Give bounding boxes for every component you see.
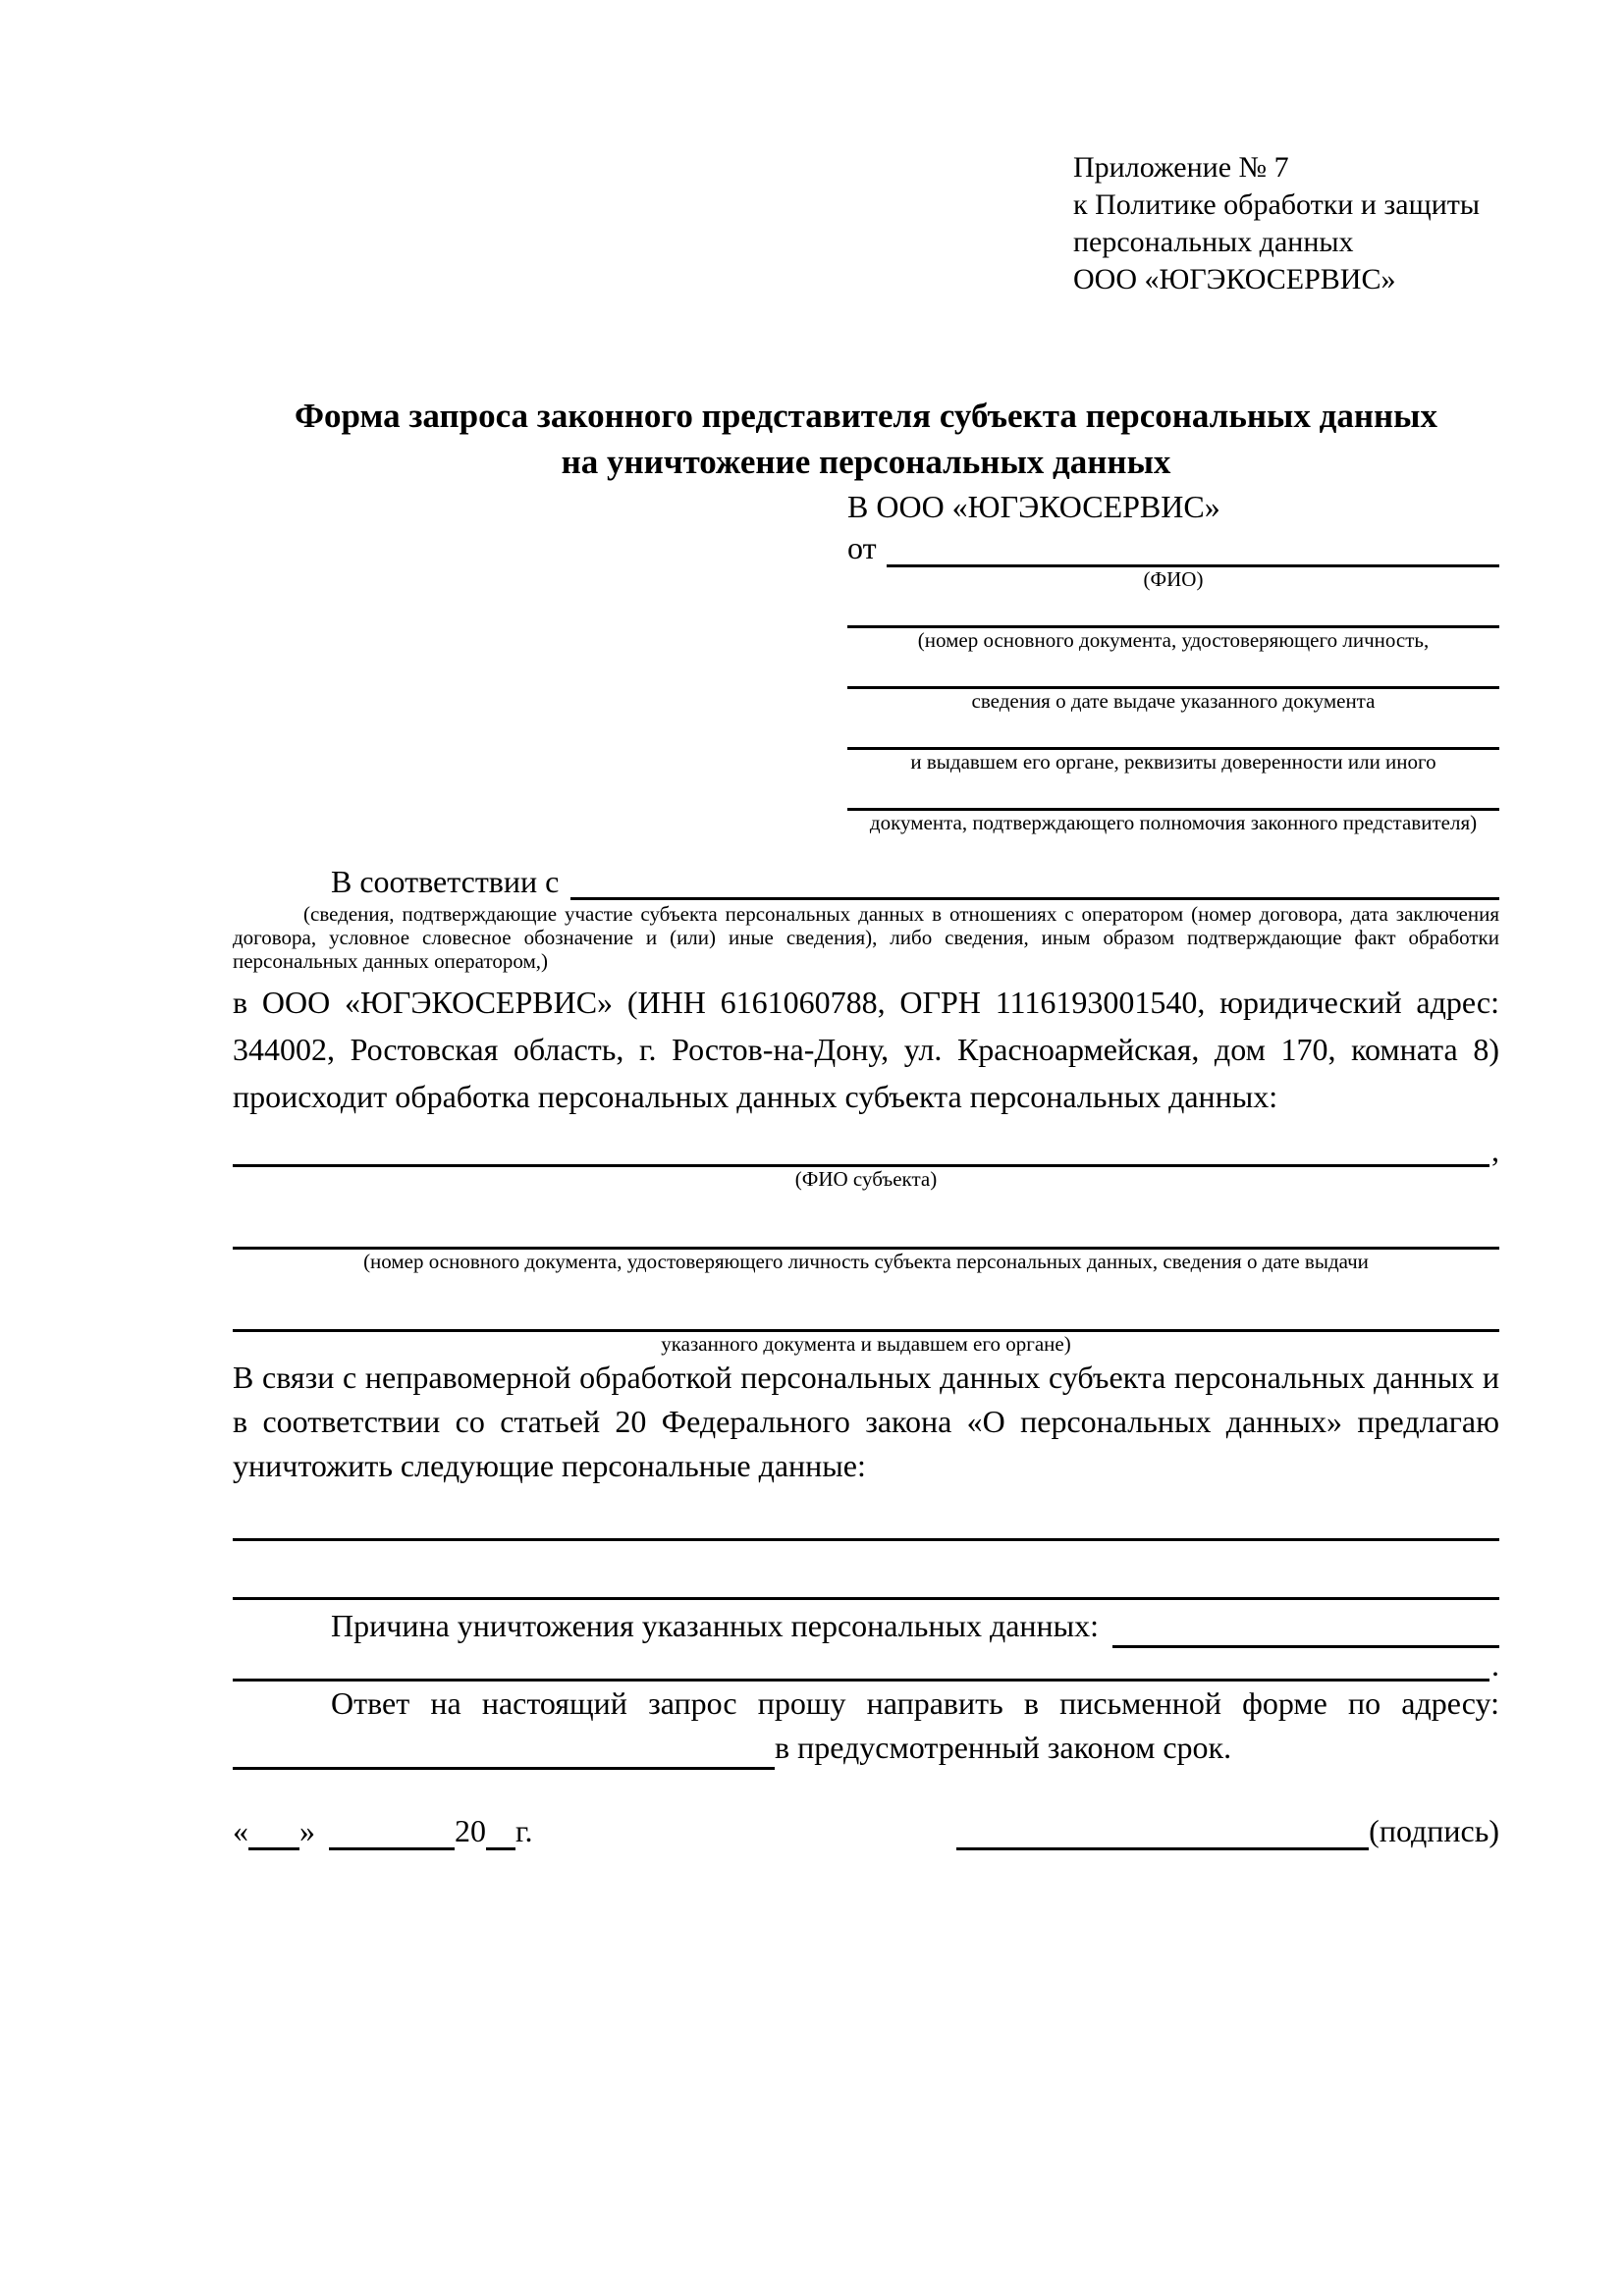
personal-data-field-1[interactable]: [233, 1508, 1499, 1541]
date-quote-open: «: [233, 1813, 248, 1848]
accordance-row: [233, 864, 1499, 900]
address-field[interactable]: [233, 1736, 775, 1770]
accordance-field[interactable]: [570, 867, 1499, 900]
signature-caption: (подпись): [1369, 1813, 1499, 1848]
title-line-2: на уничтожение персональных данных: [561, 443, 1171, 481]
footer-row: [233, 1811, 1499, 1850]
year-prefix: 20: [455, 1813, 486, 1848]
reason-row: [233, 1604, 1499, 1648]
representative-doc-field-4[interactable]: [847, 781, 1499, 811]
annex-header: [1073, 149, 1499, 298]
representative-fio-caption: (ФИО): [1143, 567, 1204, 591]
addressee-to: В ООО «ЮГЭКОСЕРВИС»: [847, 489, 1220, 524]
representative-doc-field-3[interactable]: [847, 721, 1499, 750]
representative-doc-caption-4: документа, подтверждающего полномочия законного представителя): [869, 811, 1478, 834]
signature-group: [956, 1811, 1499, 1850]
title-line-1: Форма запроса законного представителя субъекта персональных данных: [295, 397, 1437, 435]
answer-tail-row: [233, 1726, 1499, 1770]
date-quote-close: »: [299, 1813, 315, 1848]
subject-fio-caption: (ФИО субъекта): [794, 1167, 938, 1191]
year-suffix: г.: [515, 1813, 533, 1848]
year-field[interactable]: [486, 1821, 515, 1850]
representative-doc-group-3: [847, 721, 1499, 774]
month-field[interactable]: [329, 1821, 455, 1850]
trailing-comma: ,: [1491, 1133, 1499, 1168]
representative-fio-field[interactable]: [887, 534, 1499, 567]
representative-doc-caption-2: сведения о дате выдаче указанного документа: [971, 689, 1376, 713]
representative-doc-group-4: [847, 781, 1499, 834]
from-label: от: [847, 530, 877, 565]
day-field[interactable]: [248, 1821, 299, 1850]
annex-line-4: ООО «ЮГЭКОСЕРВИС»: [1073, 263, 1396, 295]
representative-doc-field-1[interactable]: [847, 599, 1499, 628]
representative-doc-caption-3: и выдавшем его органе, реквизиты доверенности или иного: [910, 750, 1436, 774]
from-row: [847, 528, 1499, 567]
document-content: [233, 149, 1499, 1850]
reason-field-2[interactable]: [233, 1648, 1489, 1682]
representative-doc-group-1: [847, 599, 1499, 652]
answer-paragraph: Ответ на настоящий запрос прошу направить в письменной форме по адресу:: [331, 1685, 1499, 1721]
accordance-label: В соответствии с: [331, 864, 560, 899]
request-paragraph: В связи с неправомерной обработкой персональных данных субъекта персональных данных и в соответствии со статьей 20 Федерального закона «О персональных данных» предлагаю уничтожить следующие персональные данные:: [233, 1360, 1499, 1483]
subject-doc-caption-1: (номер основного документа, удостоверяющего личность субъекта персональных данных, сведения о дате выдачи: [363, 1250, 1369, 1273]
addressee-block: [847, 485, 1499, 834]
representative-doc-caption-1: (номер основного документа, удостоверяющего личность,: [917, 628, 1430, 652]
operator-paragraph: в ООО «ЮГЭКОСЕРВИС» (ИНН 6161060788, ОГРН 1116193001540, юридический адрес: 344002, Ростовская область, г. Ростов-на-Дону, ул. Красноармейская, дом 170, комната 8) происходит обработка персональных данных субъекта персональных данных:: [233, 985, 1499, 1114]
trailing-period: .: [1491, 1647, 1499, 1682]
date-group: [233, 1811, 533, 1850]
reason-line-2: [233, 1648, 1499, 1682]
representative-doc-group-2: [847, 660, 1499, 713]
subject-doc-caption-2: указанного документа и выдавшем его органе): [661, 1332, 1071, 1356]
annex-line-2: к Политике обработки и защиты: [1073, 188, 1481, 221]
subject-fio-row: [233, 1134, 1499, 1167]
subject-fio-field[interactable]: [233, 1134, 1489, 1167]
reason-field-1[interactable]: [1112, 1615, 1499, 1648]
reason-label: Причина уничтожения указанных персональных данных:: [331, 1608, 1100, 1643]
annex-line-3: персональных данных: [1073, 226, 1354, 258]
personal-data-field-2[interactable]: [233, 1567, 1499, 1600]
annex-line-1: Приложение № 7: [1073, 151, 1289, 184]
document-title: [233, 393, 1499, 485]
answer-tail-text: в предусмотренный законом срок.: [775, 1730, 1232, 1765]
accordance-caption: (сведения, подтверждающие участие субъекта персональных данных в отношениях с оператором (номер договора, дата заключения договора, условное словесное обозначение и (или) иные сведения), либо сведения, иным образом подтверждающие факт обработки персональных данных оператором,): [233, 902, 1499, 973]
representative-doc-field-2[interactable]: [847, 660, 1499, 689]
subject-doc-field-2[interactable]: [233, 1299, 1499, 1332]
subject-doc-field-1[interactable]: [233, 1216, 1499, 1250]
signature-field[interactable]: [956, 1821, 1369, 1850]
